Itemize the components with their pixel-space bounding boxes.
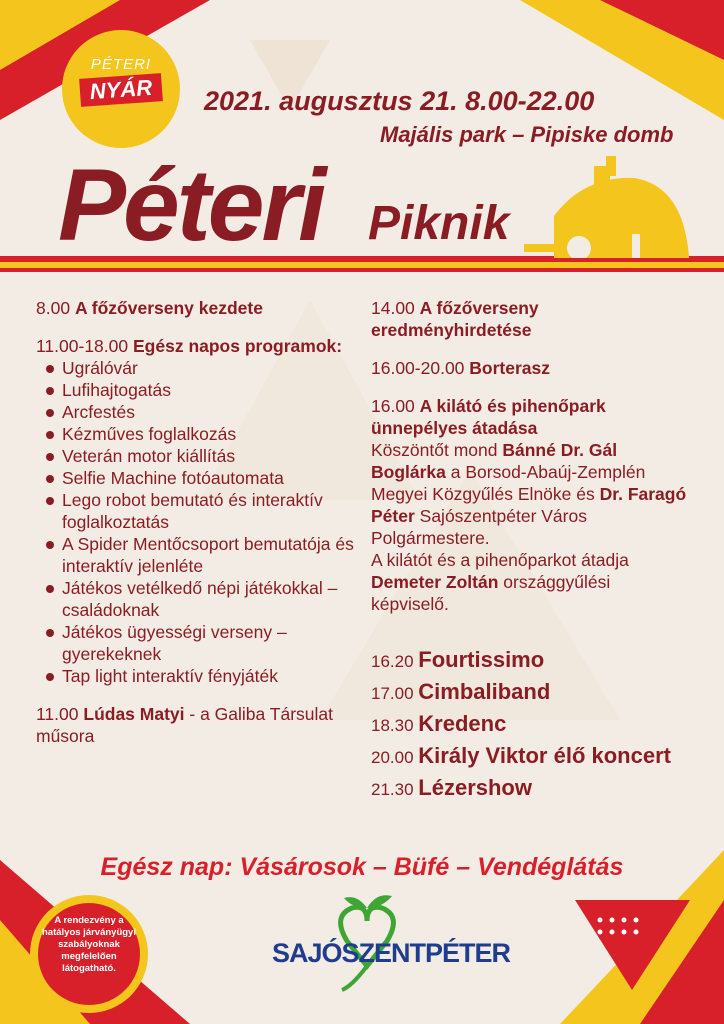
performance-item xyxy=(371,773,691,805)
entry-title: Borterasz xyxy=(469,358,551,378)
logo-text: SAJÓSZENTPÉTER xyxy=(272,938,511,968)
entry-description: - a Galiba Társulat műsora xyxy=(36,704,334,746)
entry-time: 14.00 xyxy=(371,298,415,318)
program-entry xyxy=(371,395,691,615)
list-item: Lufihajtogatás xyxy=(36,379,356,401)
performance-name: Király Viktor élő koncert xyxy=(418,743,671,768)
performance-time: 18.30 xyxy=(371,716,414,735)
entry-title: Egész napos programok: xyxy=(133,336,343,356)
event-location: Majális park – Pipiske domb xyxy=(380,122,674,147)
castle-illustration-icon xyxy=(524,156,694,258)
list-item: Veterán motor kiállítás xyxy=(36,445,356,467)
performance-name: Kredenc xyxy=(418,711,507,736)
entry-title: A kilátó és pihenőpark ünnepélyes átadása xyxy=(371,396,606,438)
performance-time: 17.00 xyxy=(371,684,414,703)
ceremony-text: A kilátót és a pihenőparkot átadja xyxy=(371,550,629,570)
list-item: Ugrálóvár xyxy=(36,357,356,379)
entry-title: Lúdas Matyi xyxy=(83,704,185,724)
ceremony-text: országgyűlési képviselő. xyxy=(371,572,611,614)
badge-top-text: PÉTERI xyxy=(90,56,152,73)
event-date: 2021. augusztus 21. 8.00-22.00 xyxy=(204,86,595,116)
performance-time: 20.00 xyxy=(371,748,414,767)
list-item: Kézműves foglalkozás xyxy=(36,423,356,445)
program-entry xyxy=(36,335,356,687)
program-entry xyxy=(371,297,691,341)
entry-time: 8.00 xyxy=(36,298,71,318)
notice-text: A rendezvény a hatályos járványügyi szabályoknak megfelelően látogatható. xyxy=(38,903,140,1005)
performance-name: Lézershow xyxy=(418,775,532,800)
speaker-name: Dr. Faragó Péter xyxy=(371,484,687,526)
performance-name: Cimbaliband xyxy=(418,679,551,704)
list-item: Játékos ügyességi verseny – gyerekeknek xyxy=(36,621,356,665)
performance-time: 16.20 xyxy=(371,652,414,671)
list-item: Selfie Machine fotóautomata xyxy=(36,467,356,489)
ceremony-description xyxy=(371,439,691,615)
peteri-nyar-badge xyxy=(62,30,180,148)
title-piknik: Piknik xyxy=(368,197,510,250)
list-item: A Spider Mentőcsoport bemutatója és interaktív jelenléte xyxy=(36,533,356,577)
speaker-name: Demeter Zoltán xyxy=(371,572,499,592)
performance-item xyxy=(371,677,691,709)
performance-time: 21.30 xyxy=(371,780,414,799)
performance-item xyxy=(371,741,691,773)
performance-item xyxy=(371,709,691,741)
performance-name: Fourtissimo xyxy=(418,647,545,672)
entry-time: 11.00 xyxy=(36,704,79,724)
list-item: Játékos vetélkedő népi játékokkal – családoknak xyxy=(36,577,356,621)
program-left-column xyxy=(36,297,356,763)
all-day-tagline: Egész nap: Vásárosok – Büfé – Vendéglátás xyxy=(100,853,624,881)
ceremony-text: Sajószentpéter Város Polgármestere. xyxy=(371,506,587,548)
entry-time: 11.00-18.00 xyxy=(36,336,129,356)
ceremony-text: a Borsod-Abaúj-Zemplén Megyei Közgyűlés Elnöke és xyxy=(371,462,646,504)
program-list xyxy=(36,357,356,687)
speaker-name: Bánné Dr. Gál Boglárka xyxy=(371,440,618,482)
list-item: Lego robot bemutató és interaktív foglalkoztatás xyxy=(36,489,356,533)
program-entry xyxy=(36,297,356,319)
entry-title: A főzőverseny eredményhirdetése xyxy=(371,298,539,340)
badge-main-text: NYÁR xyxy=(79,73,163,107)
entry-time: 16.00-20.00 xyxy=(371,358,465,378)
performance-item xyxy=(371,645,691,677)
entry-title: A főzőverseny kezdete xyxy=(74,298,263,318)
list-item: Arcfestés xyxy=(36,401,356,423)
title-peteri: Péteri xyxy=(58,148,324,262)
covid-notice-badge xyxy=(30,895,148,1013)
performance-list xyxy=(371,645,691,805)
ceremony-text: Köszöntőt mond xyxy=(371,440,498,460)
sajoszentpeter-logo xyxy=(272,886,511,996)
program-entry xyxy=(371,357,691,379)
program-right-column xyxy=(371,297,691,805)
program-entry xyxy=(36,703,356,747)
list-item: Tap light interaktív fényjáték xyxy=(36,665,356,687)
entry-time: 16.00 xyxy=(371,396,415,416)
